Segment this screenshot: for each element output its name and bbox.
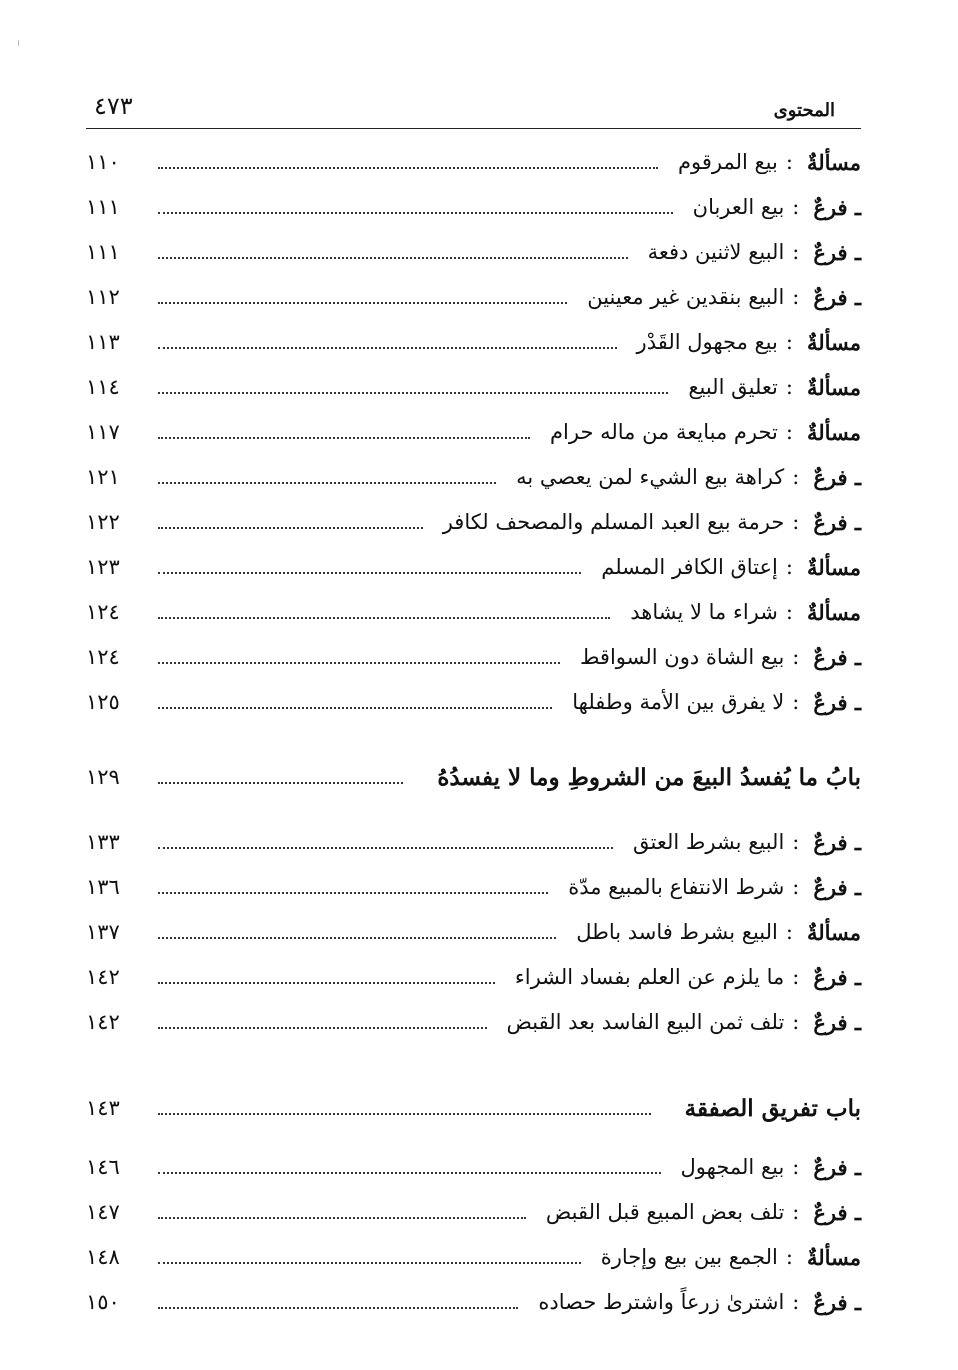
margin-mark [18, 40, 19, 46]
entry-page-number: ١٢٩ [86, 765, 120, 789]
toc-chapter-heading [86, 757, 861, 797]
entry-title: بيع الشاة دون السواقط [580, 645, 785, 669]
entry-separator: : [785, 420, 793, 444]
dot-leader [158, 847, 613, 849]
entry-separator: : [792, 1010, 800, 1034]
dot-leader [158, 212, 673, 214]
entry-page-number: ١٣٣ [86, 830, 120, 854]
toc-entry [86, 412, 861, 452]
toc-entry [86, 592, 861, 632]
dot-leader [158, 1307, 518, 1309]
running-header [86, 92, 861, 129]
entry-title: باب تفريق الصفقة [684, 1094, 861, 1122]
entry-title: الجمع بين بيع وإجارة [600, 1245, 778, 1269]
entry-separator: : [785, 1245, 793, 1269]
entry-separator: : [785, 920, 793, 944]
entry-separator: : [785, 600, 793, 624]
entry-title: البيع بشرط فاسد باطل [576, 920, 778, 944]
entry-title: بيع المجهول [680, 1155, 785, 1179]
toc-entry [86, 277, 861, 317]
entry-page-number: ١٢٤ [86, 600, 120, 624]
entry-separator: : [792, 645, 800, 669]
entry-title: إعتاق الكافر المسلم [601, 555, 778, 579]
entry-title: اشترىٰ زرعاً واشترط حصاده [538, 1290, 785, 1314]
entry-page-number: ١٢٢ [86, 510, 120, 534]
dot-leader [158, 707, 552, 709]
entry-label: ـ فرعٌ [813, 509, 861, 535]
entry-title: شرط الانتفاع بالمبيع مدّة [568, 875, 785, 899]
entry-label: مسألةٌ [806, 329, 861, 355]
toc-entry [86, 682, 861, 722]
entry-page-number: ١٣٦ [86, 875, 120, 899]
entry-page-number: ١٥٠ [86, 1290, 120, 1314]
entry-title: تلف بعض المبيع قبل القبض [545, 1200, 785, 1224]
toc-entry [86, 367, 861, 407]
entry-page-number: ١٤٦ [86, 1155, 120, 1179]
entry-separator: : [792, 285, 800, 309]
toc-entry [86, 457, 861, 497]
entry-label: مسألةٌ [806, 419, 861, 445]
entry-separator: : [792, 510, 800, 534]
toc-entry [86, 1282, 861, 1322]
entry-label: مسألةٌ [806, 554, 861, 580]
entry-title: بيع مجهول القَدْر [636, 330, 778, 354]
dot-leader [158, 437, 530, 439]
dot-leader [158, 617, 610, 619]
toc-entry [86, 1237, 861, 1277]
entry-label: ـ فرعٌ [813, 464, 861, 490]
toc-entry [86, 912, 861, 952]
dot-leader [158, 662, 560, 664]
entry-label: مسألةٌ [806, 149, 861, 175]
toc-chapter-heading [86, 1088, 861, 1128]
entry-label: ـ فرعٌ [813, 644, 861, 670]
entry-separator: : [792, 240, 800, 264]
entry-separator: : [792, 465, 800, 489]
entry-label: ـ فرعٌ [813, 1009, 861, 1035]
toc-entry [86, 1147, 861, 1187]
entry-separator: : [792, 830, 800, 854]
entry-label: ـ فرعٌ [813, 1199, 861, 1225]
toc-entry [86, 957, 861, 997]
entry-label: ـ فرعٌ [813, 1289, 861, 1315]
entry-title: شراء ما لا يشاهد [630, 600, 778, 624]
dot-leader [158, 982, 495, 984]
entry-separator: : [785, 375, 793, 399]
entry-title: كراهة بيع الشيء لمن يعصي به [516, 465, 785, 489]
entry-separator: : [785, 150, 793, 174]
dot-leader [158, 572, 581, 574]
entry-title: تلف ثمن البيع الفاسد بعد القبض [506, 1010, 785, 1034]
entry-title: البيع بشرط العتق [633, 830, 785, 854]
dot-leader [158, 257, 628, 259]
entry-title: بيع العربان [692, 195, 785, 219]
entry-page-number: ١١٢ [86, 285, 120, 309]
toc-entry [86, 1002, 861, 1042]
entry-page-number: ١١١ [86, 240, 120, 264]
entry-label: ـ فرعٌ [813, 284, 861, 310]
dot-leader [158, 167, 658, 169]
toc-entry [86, 867, 861, 907]
toc-entry [86, 187, 861, 227]
toc-entry [86, 547, 861, 587]
entry-separator: : [785, 555, 793, 579]
entry-label: ـ فرعٌ [813, 964, 861, 990]
entry-title: حرمة بيع العبد المسلم والمصحف لكافر [442, 510, 785, 534]
entry-page-number: ١١١ [86, 195, 120, 219]
dot-leader [158, 1262, 581, 1264]
entry-label: مسألةٌ [806, 374, 861, 400]
entry-page-number: ١٤٧ [86, 1200, 120, 1224]
entry-page-number: ١٤٨ [86, 1245, 120, 1269]
entry-page-number: ١٢١ [86, 465, 120, 489]
toc-entry [86, 637, 861, 677]
entry-separator: : [785, 330, 793, 354]
entry-page-number: ١٢٥ [86, 690, 120, 714]
entry-label: ـ فرعٌ [813, 239, 861, 265]
toc-entry [86, 1192, 861, 1232]
entry-separator: : [792, 1290, 800, 1314]
entry-label: ـ فرعٌ [813, 874, 861, 900]
entry-separator: : [792, 195, 800, 219]
toc-entry [86, 142, 861, 182]
entry-page-number: ١١٧ [86, 420, 120, 444]
entry-separator: : [792, 875, 800, 899]
entry-page-number: ١٢٣ [86, 555, 120, 579]
entry-title: البيع بنقدين غير معينين [587, 285, 785, 309]
entry-label: مسألةٌ [806, 599, 861, 625]
entry-title: بيع المرقوم [677, 150, 778, 174]
entry-page-number: ١٤٢ [86, 965, 120, 989]
dot-leader [158, 937, 556, 939]
dot-leader [158, 1113, 651, 1115]
entry-page-number: ١٤٢ [86, 1010, 120, 1034]
entry-label: ـ فرعٌ [813, 194, 861, 220]
toc-entry [86, 322, 861, 362]
dot-leader [158, 1172, 661, 1174]
entry-label: مسألةٌ [806, 1244, 861, 1270]
toc-entry [86, 822, 861, 862]
dot-leader [158, 302, 567, 304]
dot-leader [158, 1217, 526, 1219]
entry-separator: : [792, 965, 800, 989]
entry-separator: : [792, 1155, 800, 1179]
entry-label: ـ فرعٌ [813, 689, 861, 715]
header-page-number: ٤٧٣ [94, 92, 133, 120]
entry-page-number: ١١٤ [86, 375, 120, 399]
entry-separator: : [792, 1200, 800, 1224]
entry-title: البيع لاثنين دفعة [647, 240, 785, 264]
dot-leader [158, 1027, 487, 1029]
entry-label: ـ فرعٌ [813, 829, 861, 855]
entry-title: لا يفرق بين الأمة وطفلها [572, 690, 785, 714]
dot-leader [158, 482, 496, 484]
entry-title: تعليق البيع [688, 375, 778, 399]
entry-page-number: ١٣٧ [86, 920, 120, 944]
toc-entry [86, 232, 861, 272]
entry-page-number: ١١٠ [86, 150, 120, 174]
entry-page-number: ١٢٤ [86, 645, 120, 669]
header-title: المحتوى [773, 100, 835, 121]
dot-leader [158, 527, 423, 529]
entry-label: ـ فرعٌ [813, 1154, 861, 1180]
entry-page-number: ١١٣ [86, 330, 120, 354]
entry-title: ما يلزم عن العلم بفساد الشراء [514, 965, 785, 989]
entry-title: تحرم مبايعة من ماله حرام [550, 420, 778, 444]
dot-leader [158, 392, 668, 394]
toc-entry [86, 502, 861, 542]
entry-label: مسألةٌ [806, 919, 861, 945]
dot-leader [158, 347, 617, 349]
entry-page-number: ١٤٣ [86, 1096, 120, 1120]
entry-separator: : [792, 690, 800, 714]
dot-leader [158, 782, 403, 784]
entry-title: بابُ ما يُفسدُ البيعَ من الشروطِ وما لا يفسدُهُ [437, 763, 861, 791]
dot-leader [158, 892, 548, 894]
